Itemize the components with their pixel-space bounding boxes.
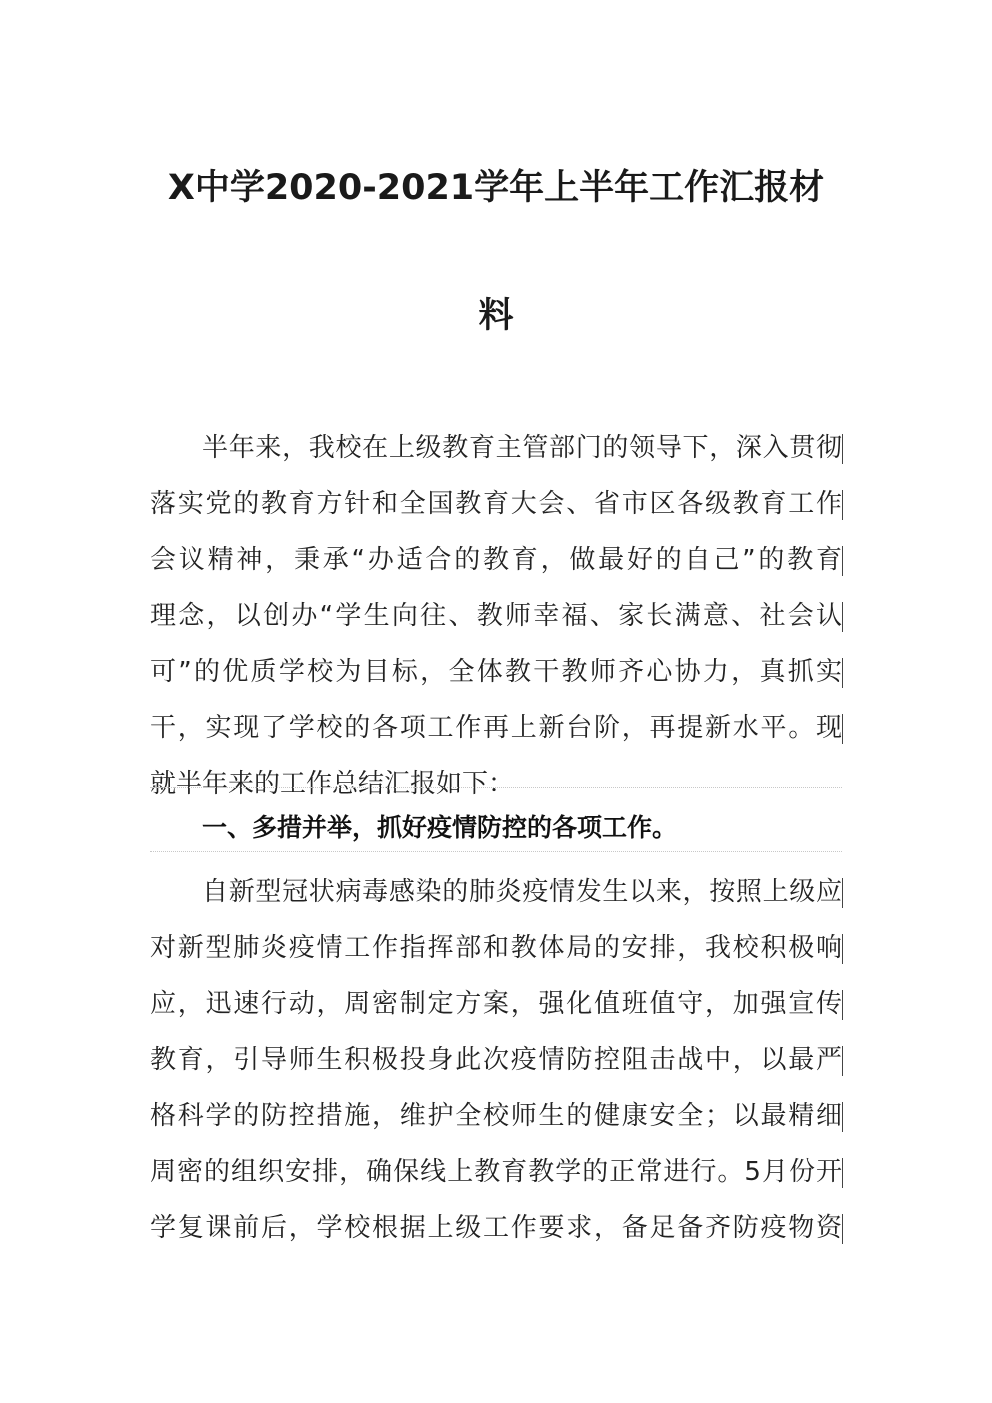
paragraph-separator	[150, 787, 842, 788]
margin-mark	[842, 714, 843, 744]
margin-mark	[842, 990, 843, 1020]
margin-mark	[842, 546, 843, 576]
document-title-line-1: X中学2020-2021学年上半年工作汇报材	[167, 168, 825, 208]
margin-mark	[842, 602, 843, 632]
margin-mark	[842, 1158, 843, 1188]
intro-line: 干，实现了学校的各项工作再上新台阶，再提新水平。现	[150, 713, 842, 743]
intro-line: 理念，以创办“学生向往、教师幸福、家长满意、社会认	[150, 601, 842, 631]
section1-line: 周密的组织安排，确保线上教育教学的正常进行。5月份开	[150, 1157, 842, 1187]
intro-line: 可”的优质学校为目标，全体教干教师齐心协力，真抓实	[150, 657, 842, 687]
section1-line: 格科学的防控措施，维护全校师生的健康安全；以最精细	[150, 1101, 842, 1131]
section1-line: 对新型肺炎疫情工作指挥部和教体局的安排，我校积极响	[150, 933, 842, 963]
section1-line: 教育，引导师生积极投身此次疫情防控阻击战中，以最严	[150, 1045, 842, 1075]
intro-line: 就半年来的工作总结汇报如下：	[150, 769, 515, 799]
section1-line: 学复课前后，学校根据上级工作要求，备足备齐防疫物资	[150, 1213, 842, 1243]
document-title-line-2: 料	[478, 296, 514, 336]
intro-line: 半年来，我校在上级教育主管部门的领导下，深入贯彻	[202, 433, 842, 463]
margin-mark	[842, 658, 843, 688]
section1-line: 应，迅速行动，周密制定方案，强化值班值守，加强宣传	[150, 989, 842, 1019]
intro-line: 落实党的教育方针和全国教育大会、省市区各级教育工作	[150, 489, 842, 519]
margin-mark	[842, 934, 843, 964]
section-heading-1: 一、多措并举，抓好疫情防控的各项工作。	[202, 813, 678, 842]
margin-mark	[842, 434, 843, 464]
margin-mark	[842, 1046, 843, 1076]
margin-mark	[842, 878, 843, 908]
margin-mark	[842, 1214, 843, 1244]
margin-mark	[842, 1102, 843, 1132]
margin-mark	[842, 490, 843, 520]
paragraph-separator	[150, 851, 842, 852]
intro-line: 会议精神，秉承“办适合的教育，做最好的自己”的教育	[150, 545, 842, 575]
section1-line: 自新型冠状病毒感染的肺炎疫情发生以来，按照上级应	[202, 877, 842, 907]
